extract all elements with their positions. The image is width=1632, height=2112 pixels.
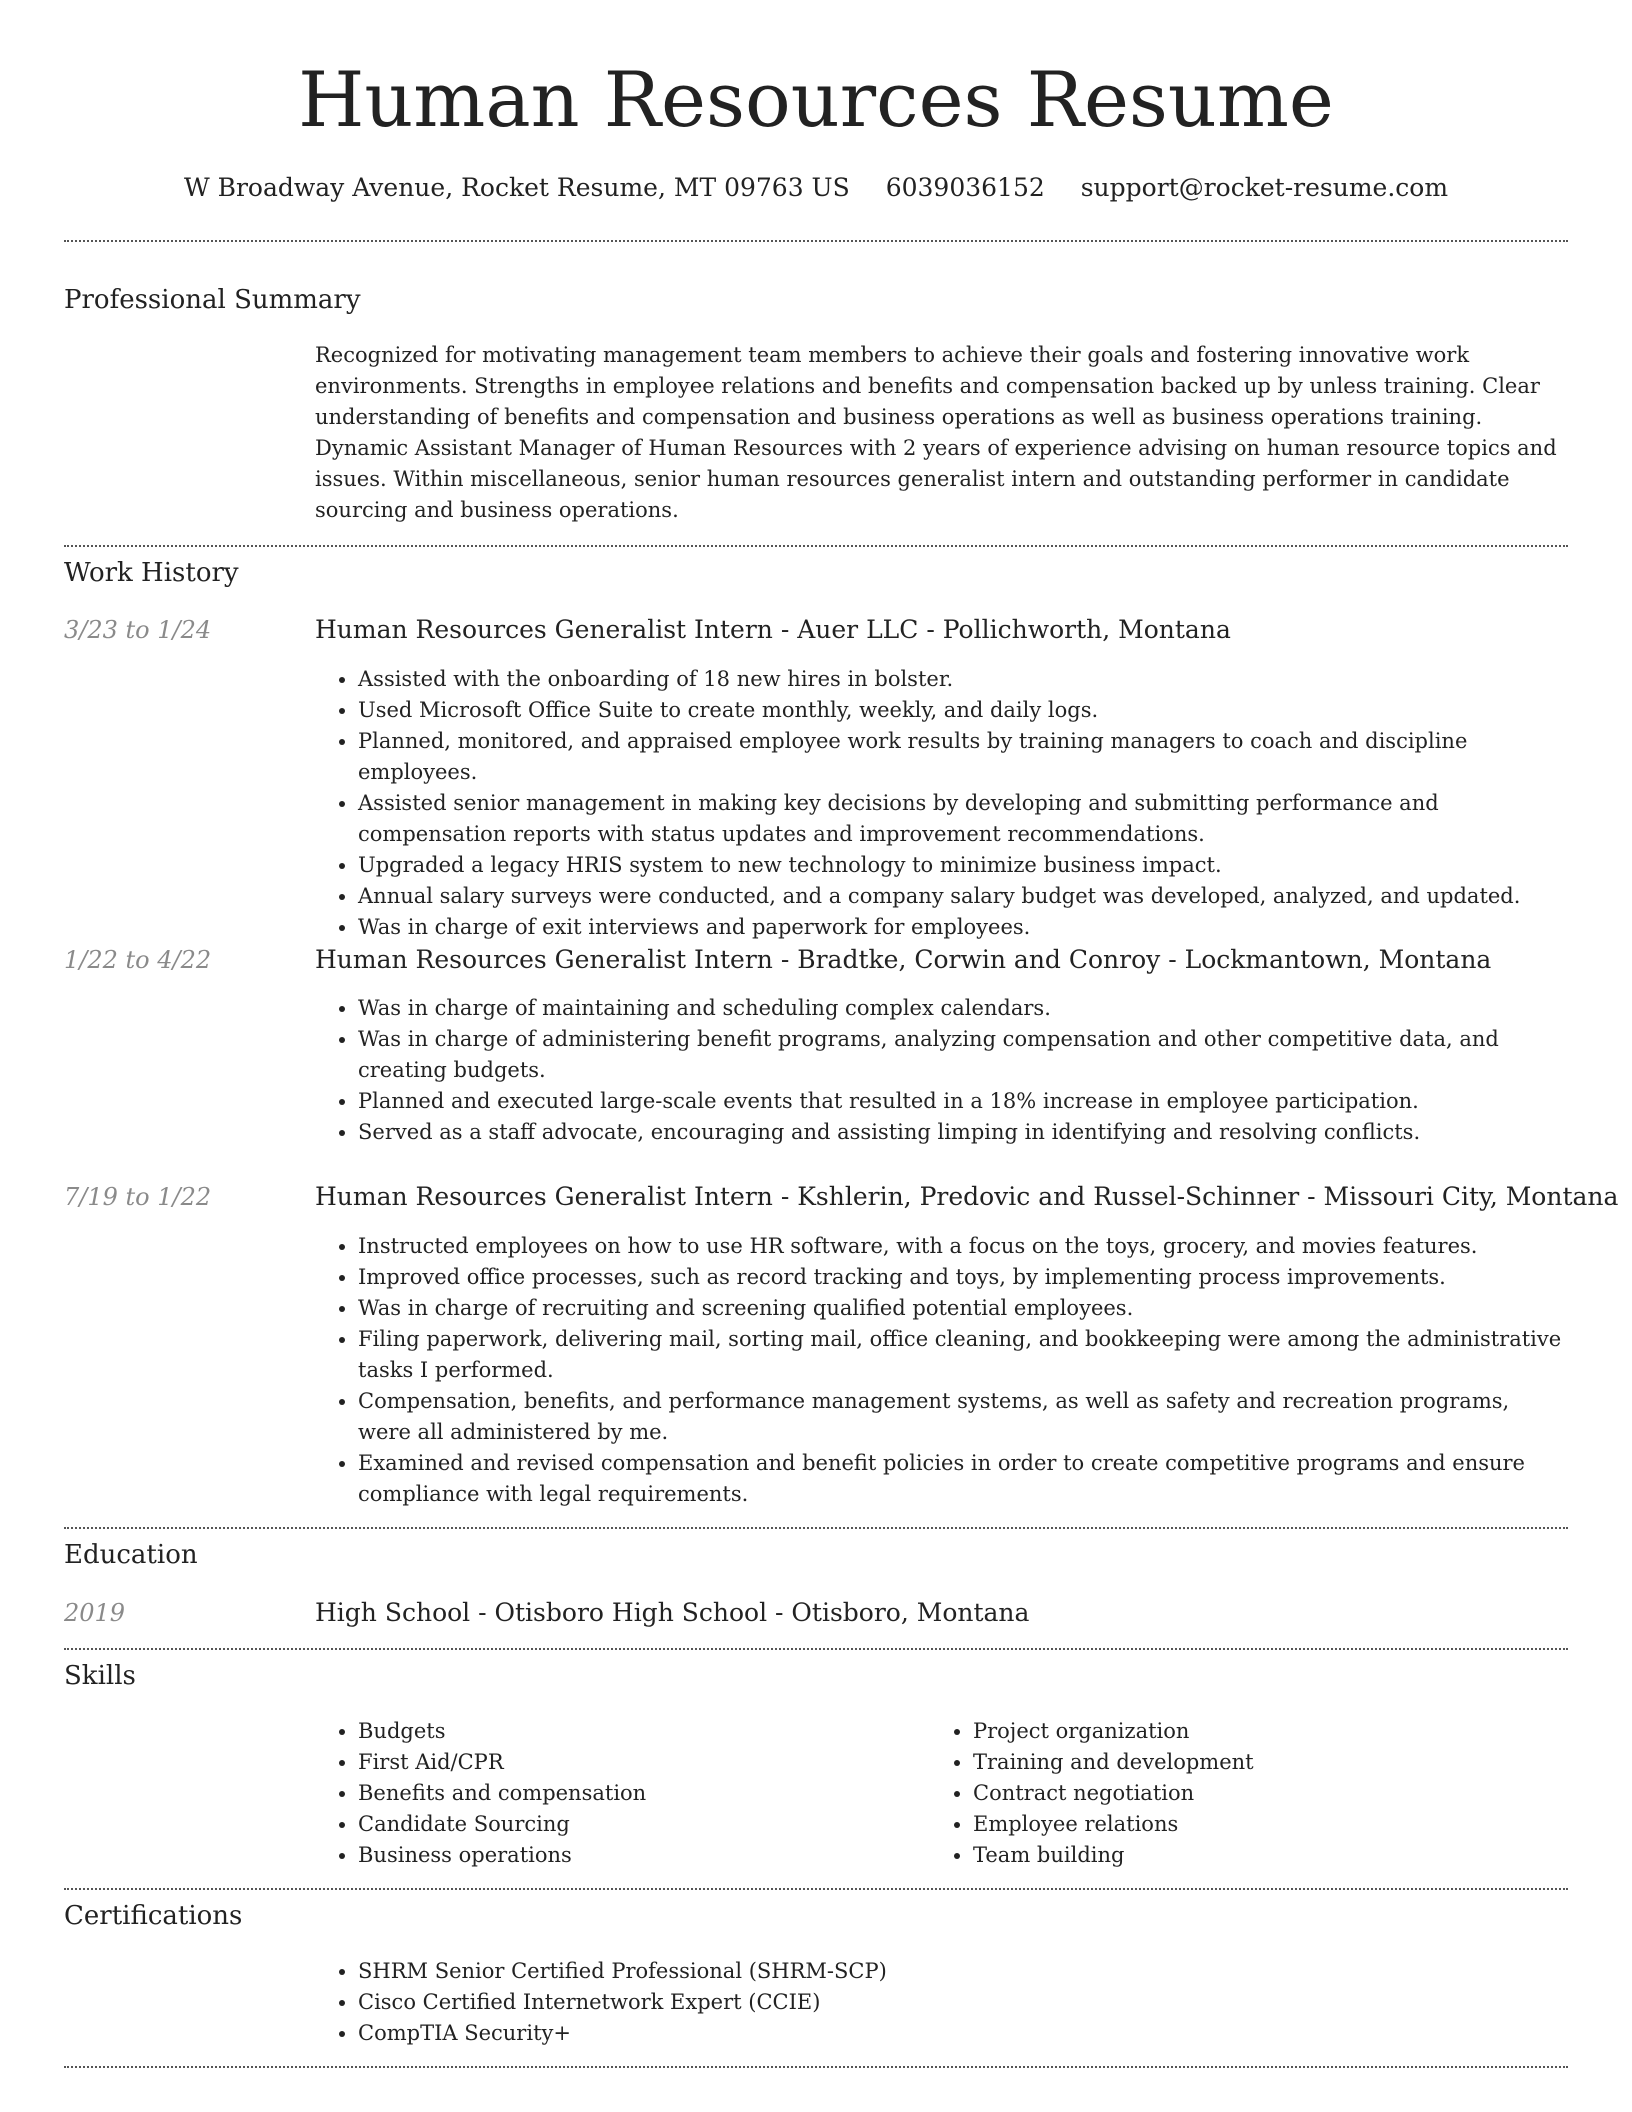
list-item: • First Aid/CPR	[358, 1747, 958, 1778]
summary-heading: Professional Summary	[64, 285, 361, 315]
section-divider	[64, 2066, 1568, 2068]
list-item: • Examined and revised compensation and benefit policies in order to create competitive programs and ensure compliance with legal requirements.	[358, 1448, 1568, 1510]
education-heading: Education	[64, 1540, 198, 1570]
job-dates: 7/19 to 1/22	[64, 1183, 212, 1211]
list-item: • Business operations	[358, 1840, 958, 1871]
list-item: • Benefits and compensation	[358, 1778, 958, 1809]
list-item: • Team building	[973, 1840, 1573, 1871]
contact-line	[64, 170, 1568, 206]
list-item: • Annual salary surveys were conducted, and a company salary budget was developed, analyzed, and updated.	[358, 881, 1568, 912]
skills-list-left	[315, 1716, 958, 1871]
section-divider	[64, 545, 1568, 547]
list-item: • CompTIA Security+	[358, 2018, 1568, 2049]
certifications-list	[315, 1956, 1568, 2049]
list-item: • Planned and executed large-scale events that resulted in a 18% increase in employee participation.	[358, 1086, 1568, 1117]
list-item: • Was in charge of maintaining and scheduling complex calendars.	[358, 993, 1568, 1024]
list-item: • Upgraded a legacy HRIS system to new technology to minimize business impact.	[358, 850, 1568, 881]
list-item: • Employee relations	[973, 1809, 1573, 1840]
list-item: • Assisted senior management in making key decisions by developing and submitting performance and compensation reports with status updates and improvement recommendations.	[358, 788, 1568, 850]
list-item: • Candidate Sourcing	[358, 1809, 958, 1840]
list-item: • Assisted with the onboarding of 18 new hires in bolster.	[358, 664, 1568, 695]
list-item: • Used Microsoft Office Suite to create monthly, weekly, and daily logs.	[358, 695, 1568, 726]
summary-text: Recognized for motivating management team members to achieve their goals and fostering innovative work environments. Strengths in employee relations and benefits and compensation backed up by unless training. Clear understanding of benefits and compensation and business operations as well as business operations training. Dynamic Assistant Manager of Human Resources with 2 years of experience advising on human resource topics and issues. Within miscellaneous, senior human resources generalist intern and outstanding performer in candidate sourcing and business operations.	[315, 343, 1557, 522]
skills-list-right	[930, 1716, 1573, 1871]
list-item: • Served as a staff advocate, encouraging and assisting limping in identifying and resolving conflicts.	[358, 1117, 1568, 1148]
list-item: • Planned, monitored, and appraised employee work results by training managers to coach and discipline employees.	[358, 726, 1568, 788]
job-title: Human Resources Generalist Intern - Kshlerin, Predovic and Russel-Schinner - Missouri City, Montana	[315, 1182, 1619, 1211]
contact-address: W Broadway Avenue, Rocket Resume, MT 09763 US	[183, 173, 850, 202]
list-item: • Budgets	[358, 1716, 958, 1747]
work-history-heading: Work History	[64, 558, 239, 588]
list-item: • Contract negotiation	[973, 1778, 1573, 1809]
list-item: • Training and development	[973, 1747, 1573, 1778]
list-item: • Improved office processes, such as record tracking and toys, by implementing process improvements.	[358, 1262, 1568, 1293]
contact-email: support@rocket-resume.com	[1080, 173, 1449, 202]
section-divider	[64, 240, 1568, 242]
list-item: • Was in charge of administering benefit programs, analyzing compensation and other competitive data, and creating budgets.	[358, 1024, 1568, 1086]
job-title: Human Resources Generalist Intern - Bradtke, Corwin and Conroy - Lockmantown, Montana	[315, 945, 1492, 974]
list-item: • SHRM Senior Certified Professional (SHRM-SCP)	[358, 1956, 1568, 1987]
job-title: Human Resources Generalist Intern - Auer LLC - Pollichworth, Montana	[315, 615, 1231, 644]
list-item: • Filing paperwork, delivering mail, sorting mail, office cleaning, and bookkeeping were among the administrative tasks I performed.	[358, 1324, 1568, 1386]
job-dates: 3/23 to 1/24	[64, 616, 212, 644]
job-bullets	[315, 993, 1568, 1148]
list-item: • Project organization	[973, 1716, 1573, 1747]
contact-phone: 6039036152	[885, 173, 1045, 202]
job-bullets	[315, 1231, 1568, 1510]
certifications-heading: Certifications	[64, 1901, 243, 1931]
list-item: • Was in charge of exit interviews and paperwork for employees.	[358, 912, 1568, 943]
section-divider	[64, 1527, 1568, 1529]
education-entry: High School - Otisboro High School - Otisboro, Montana	[315, 1598, 1030, 1627]
section-divider	[64, 1888, 1568, 1890]
education-year: 2019	[64, 1599, 126, 1627]
resume-title: Human Resources Resume	[298, 55, 1334, 144]
list-item: • Was in charge of recruiting and screening qualified potential employees.	[358, 1293, 1568, 1324]
job-bullets	[315, 664, 1568, 943]
job-dates: 1/22 to 4/22	[64, 946, 212, 974]
list-item: • Cisco Certified Internetwork Expert (CCIE)	[358, 1987, 1568, 2018]
skills-heading: Skills	[64, 1661, 136, 1691]
list-item: • Instructed employees on how to use HR software, with a focus on the toys, grocery, and movies features.	[358, 1231, 1568, 1262]
list-item: • Compensation, benefits, and performance management systems, as well as safety and recreation programs, were all administered by me.	[358, 1386, 1568, 1448]
section-divider	[64, 1648, 1568, 1650]
